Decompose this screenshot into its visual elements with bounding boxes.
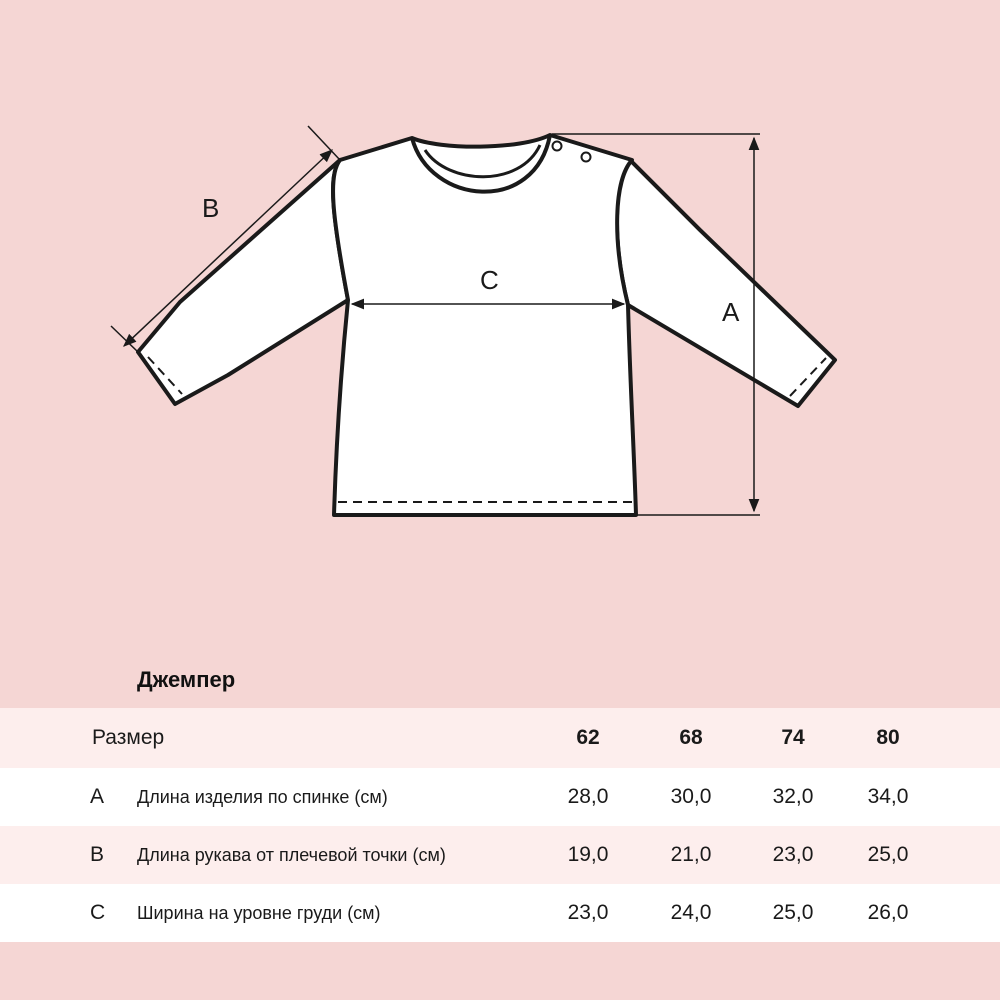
button-1	[553, 142, 562, 151]
table-title: Джемпер	[137, 667, 236, 692]
size-column-header: Размер	[92, 726, 165, 749]
measurement-value: 34,0	[867, 785, 909, 808]
measurement-value: 23,0	[567, 901, 609, 924]
measurement-value: 32,0	[772, 785, 814, 808]
size-header: 80	[876, 726, 900, 749]
measurement-value: 26,0	[867, 901, 909, 924]
measurement-description: Ширина на уровне груди (см)	[137, 902, 381, 923]
table-row	[0, 826, 1000, 884]
measurement-code: A	[90, 785, 105, 808]
dimension-label-c: C	[480, 265, 499, 295]
table-row	[0, 768, 1000, 826]
measurement-description: Длина рукава от плечевой точки (см)	[137, 844, 446, 865]
size-header: 68	[679, 726, 703, 749]
measurement-value: 25,0	[867, 843, 909, 866]
measurement-code: B	[90, 843, 105, 866]
measurement-value: 24,0	[670, 901, 712, 924]
dimension-label-b: B	[202, 193, 220, 223]
measurement-value: 30,0	[670, 785, 712, 808]
size-header: 62	[576, 726, 600, 749]
measurement-code: C	[90, 901, 106, 924]
button-2	[582, 153, 591, 162]
size-table	[0, 708, 1000, 942]
measurement-value: 19,0	[567, 843, 609, 866]
measurement-description: Длина изделия по спинке (см)	[137, 786, 388, 807]
table-header-row	[0, 708, 1000, 768]
dimension-label-a: A	[722, 297, 740, 327]
size-header: 74	[781, 726, 805, 749]
measurement-value: 25,0	[772, 901, 814, 924]
measurement-value: 21,0	[670, 843, 712, 866]
table-row	[0, 884, 1000, 942]
measurement-value: 28,0	[567, 785, 609, 808]
measurement-value: 23,0	[772, 843, 814, 866]
